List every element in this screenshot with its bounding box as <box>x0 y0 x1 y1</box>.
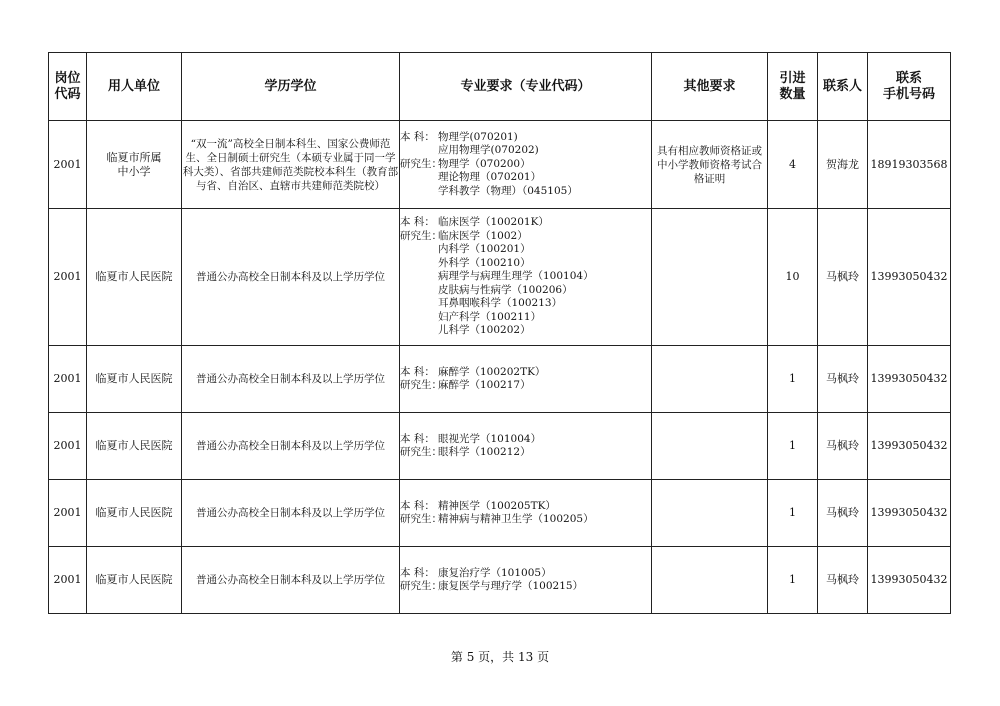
major-line <box>400 297 651 311</box>
cell-unit <box>87 121 182 209</box>
major-text: 眼科学（100212） <box>438 446 531 458</box>
cell-unit-line: 中小学 <box>117 164 151 178</box>
major-label: 研究生： <box>400 157 442 170</box>
major-text: 儿科学（100202） <box>438 324 531 337</box>
major-text: 临床医学（1002） <box>438 229 528 242</box>
cell-other: 具有相应教师资格证或中小学教师资格考试合格证明 <box>652 121 768 209</box>
cell-education: 普通公办高校全日制本科及以上学历学位 <box>182 209 400 346</box>
header-education: 学历学位 <box>182 53 400 121</box>
table-row <box>49 480 951 547</box>
major-label <box>400 270 438 284</box>
cell-phone: 13993050432 <box>868 413 951 480</box>
cell-code: 2001 <box>49 547 87 614</box>
cell-phone: 18919303568 <box>868 121 951 209</box>
major-line <box>400 311 651 325</box>
major-text: 眼视光学（101004） <box>438 432 542 445</box>
major-label <box>400 144 438 158</box>
major-label <box>400 324 438 338</box>
major-line <box>400 216 651 230</box>
cell-unit-line: 临夏市所属 <box>106 150 162 164</box>
cell-contact: 马枫玲 <box>818 346 868 413</box>
cell-unit <box>87 346 182 413</box>
major-line <box>400 446 651 460</box>
major-text: 精神病与精神卫生学（100205） <box>438 513 594 525</box>
cell-unit-line: 临夏市人民医院 <box>95 270 173 283</box>
header-unit: 用人单位 <box>87 53 182 121</box>
cell-education: “双一流”高校全日制本科生、国家公费师范生、全日制硕士研究生（本硕专业属于同一学科大类）、省部共建师范类院校本科生（教育部与省、自治区、直辖市共建师范类院校） <box>182 121 400 209</box>
major-line <box>400 379 651 393</box>
major-text: 学科教学（物理）（045105） <box>438 184 578 197</box>
major-line <box>400 500 651 514</box>
major-line <box>400 324 651 338</box>
major-label: 研究生： <box>400 513 442 525</box>
major-line <box>400 158 651 172</box>
major-line <box>400 131 651 145</box>
cell-other <box>652 209 768 346</box>
header-code <box>49 53 87 121</box>
major-label <box>400 284 438 298</box>
header-count-line-1: 引进 <box>779 70 806 86</box>
header-count-line-2: 数量 <box>779 86 806 102</box>
cell-majors <box>400 547 652 614</box>
major-line <box>400 433 651 447</box>
cell-contact: 马枫玲 <box>818 413 868 480</box>
cell-unit <box>87 480 182 547</box>
cell-education: 普通公办高校全日制本科及以上学历学位 <box>182 480 400 547</box>
cell-unit <box>87 547 182 614</box>
cell-count: 1 <box>768 413 818 480</box>
cell-code: 2001 <box>49 480 87 547</box>
cell-other <box>652 413 768 480</box>
page-footer: 第 5 页，共 13 页 <box>450 650 550 664</box>
cell-majors <box>400 209 652 346</box>
major-line <box>400 284 651 298</box>
cell-count: 10 <box>768 209 818 346</box>
major-label: 本 科： <box>400 432 435 445</box>
major-text: 精神医学（100205TK） <box>438 499 556 512</box>
table-row <box>49 346 951 413</box>
major-label <box>400 243 438 257</box>
major-label: 研究生： <box>400 580 442 592</box>
major-label <box>400 185 438 199</box>
cell-phone: 13993050432 <box>868 547 951 614</box>
cell-code: 2001 <box>49 346 87 413</box>
cell-education: 普通公办高校全日制本科及以上学历学位 <box>182 547 400 614</box>
cell-majors <box>400 413 652 480</box>
cell-unit-line: 临夏市人民医院 <box>95 439 173 452</box>
major-label <box>400 171 438 185</box>
major-text: 耳鼻咽喉科学（100213） <box>438 297 563 310</box>
cell-count: 1 <box>768 346 818 413</box>
major-text: 物理学（070200） <box>438 157 531 170</box>
major-line <box>400 580 651 594</box>
major-line <box>400 243 651 257</box>
recruitment-table <box>48 52 951 614</box>
cell-unit-line: 临夏市人民医院 <box>95 506 173 519</box>
cell-count: 1 <box>768 547 818 614</box>
cell-code: 2001 <box>49 209 87 346</box>
header-code-line-2: 代码 <box>54 86 81 102</box>
cell-count: 4 <box>768 121 818 209</box>
cell-contact: 马枫玲 <box>818 480 868 547</box>
major-text: 外科学（100210） <box>438 256 531 269</box>
header-row <box>49 53 951 121</box>
major-line <box>400 366 651 380</box>
table-row <box>49 413 951 480</box>
major-text: 临床医学（100201K） <box>438 216 549 229</box>
cell-majors <box>400 121 652 209</box>
cell-majors <box>400 346 652 413</box>
cell-unit-line: 临夏市人民医院 <box>95 372 173 385</box>
cell-count: 1 <box>768 480 818 547</box>
cell-education: 普通公办高校全日制本科及以上学历学位 <box>182 413 400 480</box>
header-phone-line-1: 联系 <box>895 70 922 86</box>
major-line <box>400 144 651 158</box>
major-text: 理论物理（070201） <box>438 171 542 184</box>
major-line <box>400 513 651 527</box>
major-line <box>400 567 651 581</box>
major-line <box>400 257 651 271</box>
cell-phone: 13993050432 <box>868 209 951 346</box>
cell-contact: 马枫玲 <box>818 209 868 346</box>
header-phone-line-2: 手机号码 <box>882 86 935 102</box>
major-label: 本 科： <box>400 130 435 143</box>
cell-other <box>652 480 768 547</box>
header-code-line-1: 岗位 <box>54 70 81 86</box>
cell-unit <box>87 413 182 480</box>
cell-other <box>652 547 768 614</box>
cell-contact: 贺海龙 <box>818 121 868 209</box>
header-contact: 联系人 <box>818 53 868 121</box>
major-text: 康复医学与理疗学（100215） <box>438 580 584 592</box>
cell-phone: 13993050432 <box>868 346 951 413</box>
major-label: 本 科： <box>400 216 435 229</box>
major-text: 应用物理学(070202) <box>438 144 539 157</box>
cell-majors <box>400 480 652 547</box>
major-label: 本 科： <box>400 365 435 378</box>
major-line <box>400 270 651 284</box>
cell-code: 2001 <box>49 413 87 480</box>
major-text: 病理学与病理生理学（100104） <box>438 270 594 283</box>
major-label: 本 科： <box>400 499 435 512</box>
major-text: 麻醉学（100202TK） <box>438 365 546 378</box>
cell-code: 2001 <box>49 121 87 209</box>
cell-unit-line: 临夏市人民医院 <box>95 573 173 586</box>
major-label <box>400 311 438 325</box>
major-text: 内科学（100201） <box>438 243 531 256</box>
major-label <box>400 257 438 271</box>
header-other: 其他要求 <box>652 53 768 121</box>
header-count <box>768 53 818 121</box>
major-line <box>400 185 651 199</box>
header-major: 专业要求（专业代码） <box>400 53 652 121</box>
cell-other <box>652 346 768 413</box>
major-label: 研究生： <box>400 446 442 458</box>
table-row <box>49 121 951 209</box>
cell-contact: 马枫玲 <box>818 547 868 614</box>
major-line <box>400 171 651 185</box>
table-row <box>49 547 951 614</box>
major-label: 本 科： <box>400 566 435 579</box>
cell-unit <box>87 209 182 346</box>
cell-education: 普通公办高校全日制本科及以上学历学位 <box>182 346 400 413</box>
cell-phone: 13993050432 <box>868 480 951 547</box>
major-line <box>400 230 651 244</box>
major-label: 研究生： <box>400 379 442 391</box>
table-row <box>49 209 951 346</box>
major-text: 物理学(070201) <box>438 130 518 143</box>
major-text: 麻醉学（100217） <box>438 379 531 391</box>
major-text: 皮肤病与性病学（100206） <box>438 283 573 296</box>
header-phone <box>868 53 951 121</box>
major-label: 研究生： <box>400 229 442 242</box>
major-label <box>400 297 438 311</box>
major-text: 康复治疗学（101005） <box>438 566 552 579</box>
major-text: 妇产科学（100211） <box>438 310 542 323</box>
